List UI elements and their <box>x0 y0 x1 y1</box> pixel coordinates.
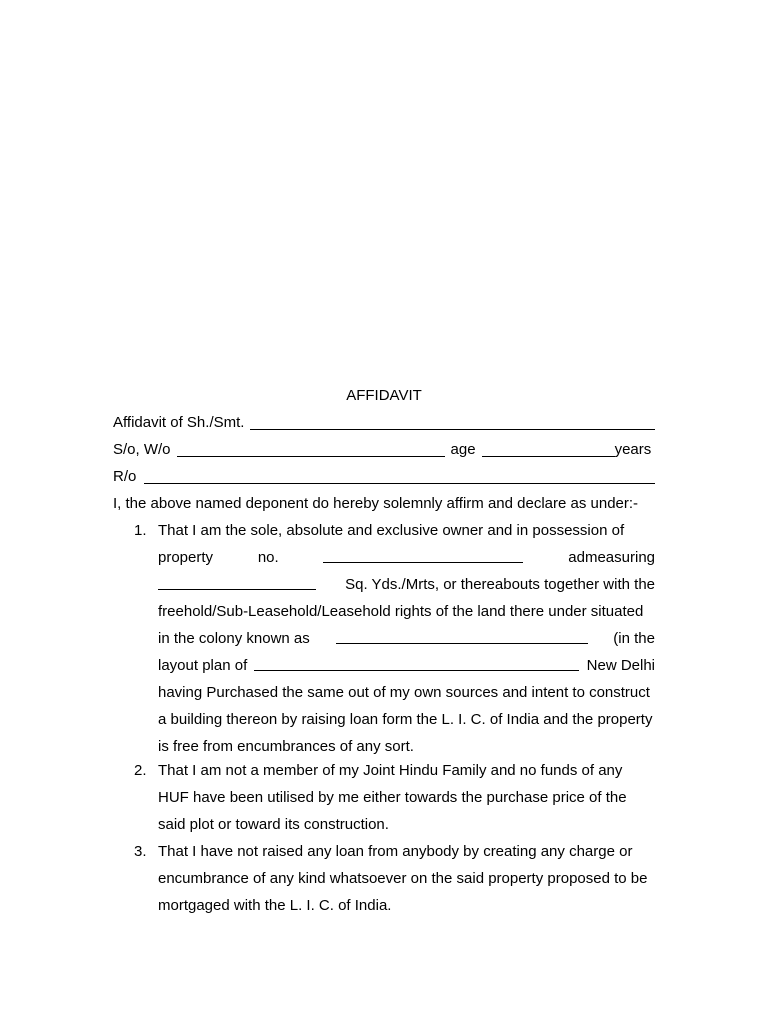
item-line: is free from encumbrances of any sort. <box>158 738 414 755</box>
item-line: mortgaged with the L. I. C. of India. <box>158 897 392 914</box>
item-text: (in the <box>613 630 655 647</box>
name-blank-line <box>250 415 655 430</box>
item-text: no. <box>257 549 279 566</box>
affidavit-of-row <box>113 413 655 433</box>
relation-age-row <box>113 440 655 460</box>
years-label: years <box>614 441 652 458</box>
colony-blank-line <box>336 625 588 644</box>
item-number: 1. <box>134 522 147 539</box>
relation-blank-line <box>177 442 445 457</box>
item-line <box>158 625 655 652</box>
residence-row <box>113 467 655 487</box>
item-number: 3. <box>134 843 147 860</box>
intro-statement: I, the above named deponent do hereby solemnly affirm and declare as under:- <box>113 495 639 512</box>
item-text: Sq. Yds./Mrts, or thereabouts together with the <box>345 576 655 593</box>
item-line: encumbrance of any kind whatsoever on the said property proposed to be <box>158 870 648 887</box>
item-line <box>158 544 655 571</box>
item-line: That I am not a member of my Joint Hindu Family and no funds of any <box>158 762 623 779</box>
residence-blank-line <box>144 469 655 484</box>
item-line: having Purchased the same out of my own sources and intent to construct <box>158 684 650 701</box>
item-line: a building thereon by raising loan form the L. I. C. of India and the property <box>158 711 653 728</box>
item-line <box>158 652 655 679</box>
item-line: said plot or toward its construction. <box>158 816 389 833</box>
item-line: freehold/Sub-Leasehold/Leasehold rights of the land there under situated <box>158 603 644 620</box>
item-text: layout plan of <box>158 657 248 674</box>
item-line: That I am the sole, absolute and exclusive owner and in possession of <box>158 522 625 539</box>
item-line: That I have not raised any loan from anybody by creating any charge or <box>158 843 633 860</box>
document-title: AFFIDAVIT <box>346 387 422 404</box>
layout-plan-blank-line <box>254 652 579 671</box>
age-label: age <box>450 441 476 458</box>
item-number: 2. <box>134 762 147 779</box>
item-text: admeasuring <box>568 549 655 566</box>
age-blank-line <box>482 442 615 457</box>
ro-label: R/o <box>113 468 137 485</box>
property-no-blank-line <box>323 544 523 563</box>
area-blank-line <box>158 571 316 590</box>
affidavit-of-label: Affidavit of Sh./Smt. <box>113 414 245 431</box>
item-text: in the colony known as <box>158 630 310 647</box>
so-wo-label: S/o, W/o <box>113 441 171 458</box>
item-text: property <box>158 549 214 566</box>
item-text: New Delhi <box>586 657 655 674</box>
item-line <box>158 571 655 598</box>
item-line: HUF have been utilised by me either towards the purchase price of the <box>158 789 627 806</box>
